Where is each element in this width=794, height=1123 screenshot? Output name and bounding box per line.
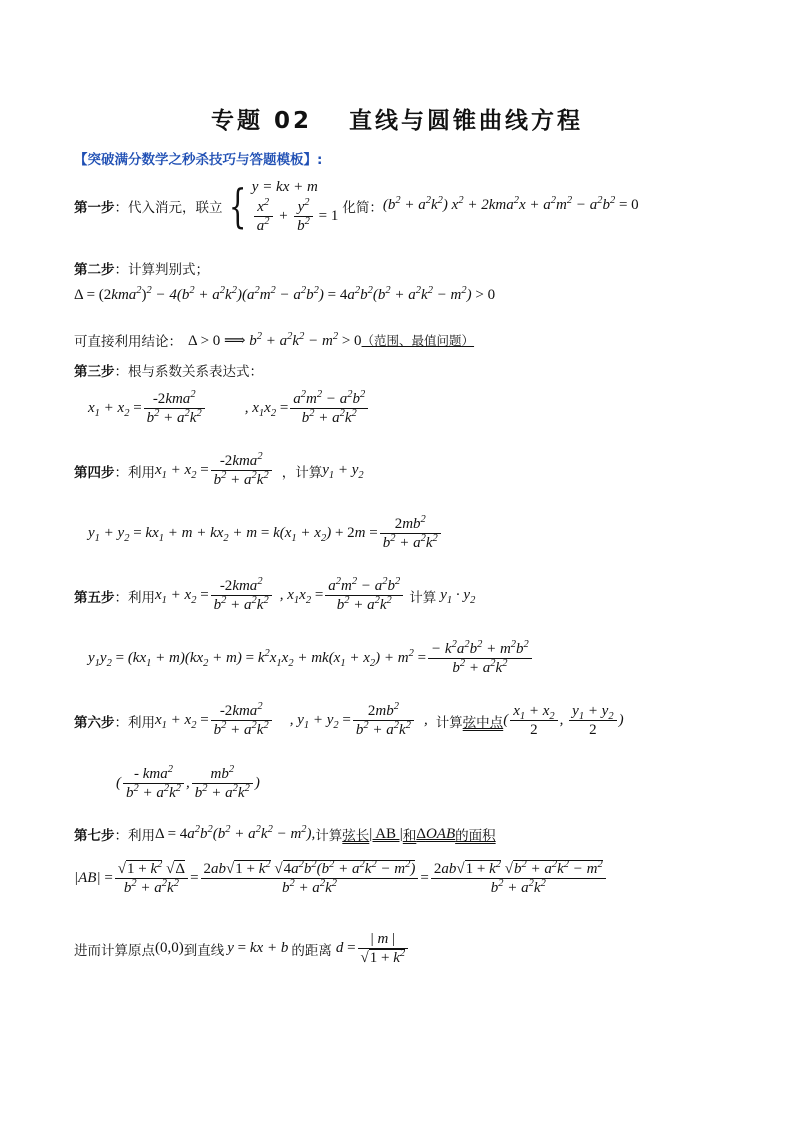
- final-text-2: 到直线: [183, 942, 225, 959]
- system-equations: y = kx + m $\frac{x^2}{a^2}$ + $\frac{y^2}{b^2}$ = 1: [251, 179, 339, 234]
- discriminant-formula: $\Delta = (2kma^2)^2 - 4(b^2 + a^2k^2)(a^2m^2 - a^2b^2) = 4a^2b^2(b^2 + a^2k^2 - m^2) > 0$: [74, 285, 496, 303]
- step-4-label: 第四步: [74, 464, 115, 481]
- final-text-3: 的距离: [291, 942, 332, 959]
- step-6-compute: 计算: [435, 714, 463, 731]
- step-6: 第六步：利用 $x_1 + x_2$ = $\frac{-2kma^2}{b^2 + a^2k^2}$ , $y_1 + y_2$ = $\frac{2mb^2}{b^2 + a^2k^2}$ , 计算 弦中点 ( $\frac{x_1 + x_2}{2}$ , $\frac{y_1 + y_2}{2}$ ): [74, 701, 624, 738]
- step-1: [74, 176, 639, 235]
- step-2-label: 第二步: [74, 262, 115, 278]
- step-7: 第七步：利用 $\Delta = 4a^2b^2(b^2 + a^2k^2 - m^2)$, 计算 弦长 | AB | 和 ΔOAB 的面积: [74, 823, 496, 844]
- step-4: 第四步：利用 $x_1 + x_2$ = $\frac{-2kma^2}{b^2 + a^2k^2}$ ，计算 $y_1 + y_2$: [74, 451, 364, 488]
- step-7-compute: 计算: [315, 828, 343, 844]
- step-5-label: 第五步: [74, 589, 115, 606]
- step-7-area: 的面积: [455, 828, 496, 844]
- step-3-label: 第三步: [74, 364, 115, 380]
- step-2: [74, 258, 209, 278]
- conclusion-note: （范围、最值问题）: [361, 333, 475, 348]
- step-5-text: ：利用: [114, 589, 155, 606]
- step-6-label: 第六步: [74, 714, 115, 731]
- step-7-label: 第七步: [74, 828, 115, 844]
- conclusion-line: [74, 330, 474, 350]
- step-5: 第五步：利用 $x_1 + x_2$ = $\frac{-2kma^2}{b^2 + a^2k^2}$ , $x_1x_2$ = $\frac{a^2m^2 - a^2b^2}{b^2 + a^2k^2}$ 计算 $y_1 \cdot y_2$: [74, 576, 476, 613]
- vieta-formulas: $x_1 + x_2$ = $\frac{-2kma^2}{b^2 + a^2k^2}$ , $x_1x_2$ = $\frac{a^2m^2 - a^2b^2}{b^2 + a^2k^2}$: [88, 390, 370, 427]
- step-1-label: 第一步: [74, 199, 115, 216]
- conclusion-text: 可直接利用结论：: [74, 334, 182, 350]
- step-5-compute: 计算: [409, 589, 437, 606]
- step-7-and: 和: [402, 828, 417, 844]
- midpoint-result: ( $\frac{- kma^2}{b^2 + a^2k^2}$ , $\frac{mb^2}{b^2 + a^2k^2}$ ): [116, 764, 260, 801]
- step-6-text: ：利用: [114, 714, 155, 731]
- step-6-midpoint: 弦中点: [462, 714, 504, 731]
- distance-line: 进而计算原点 (0,0) 到直线 y = kx + b 的距离 d = $\frac{| m |}{√1 + k^2}$: [74, 930, 410, 967]
- y-product-formula: $y_1y_2 = (kx_1 + m)(kx_2 + m) = k^2x_1x_2 + mk(x_1 + x_2) + m^2$ = $\frac{- k^2a^2b^2 + m^2b^2}{b^2 + a^2k^2}$: [88, 640, 534, 677]
- quadratic-equation: $(b^2 + a^2k^2) x^2 + 2kma^2x + a^2m^2 - a^2b^2 = 0$: [382, 195, 639, 213]
- step-2-text: ：计算判别式；: [114, 262, 209, 278]
- step-1-text: ：代入消元，联立: [114, 199, 223, 216]
- conclusion-formula: Δ > 0 ⟹ $b^2 + a^2k^2 - m^2 > 0$: [188, 330, 362, 349]
- section-subtitle: 【突破满分数学之秒杀技巧与答题模板】:: [74, 152, 323, 168]
- final-text-1: 进而计算原点: [74, 942, 155, 959]
- step-4-text: ：利用: [114, 464, 155, 481]
- step-1-simplify: 化简：: [342, 199, 383, 216]
- chord-length-formula: |AB| = $\frac{√1 + k^2 √\Delta}{b^2 + a^2k^2}$ = $\frac{2ab√1 + k^2 √4a^2b^2(b^2 + a^2k^2 - m^2)}{b^2 + a^2k^2}$ = $\frac{2ab√1 + k^2 √b^2 + a^2k^2 - m^2}{b^2 + a^2k^2}$: [74, 860, 608, 897]
- y-sum-formula: $y_1 + y_2 = kx_1 + m + kx_2 + m = k(x_1 + x_2) + 2m$ = $\frac{2mb^2}{b^2 + a^2k^2}$: [88, 515, 443, 552]
- step-3-text: ：根与系数关系表达式：: [114, 364, 263, 380]
- step-4-compute: ，计算: [281, 464, 323, 481]
- system-brace: {: [228, 178, 246, 233]
- step-7-chord: 弦长: [342, 828, 370, 844]
- step-3: [74, 360, 263, 380]
- step-7-text: ：利用: [114, 828, 155, 844]
- page-title: 专题 02 直线与圆锥曲线方程: [210, 108, 584, 134]
